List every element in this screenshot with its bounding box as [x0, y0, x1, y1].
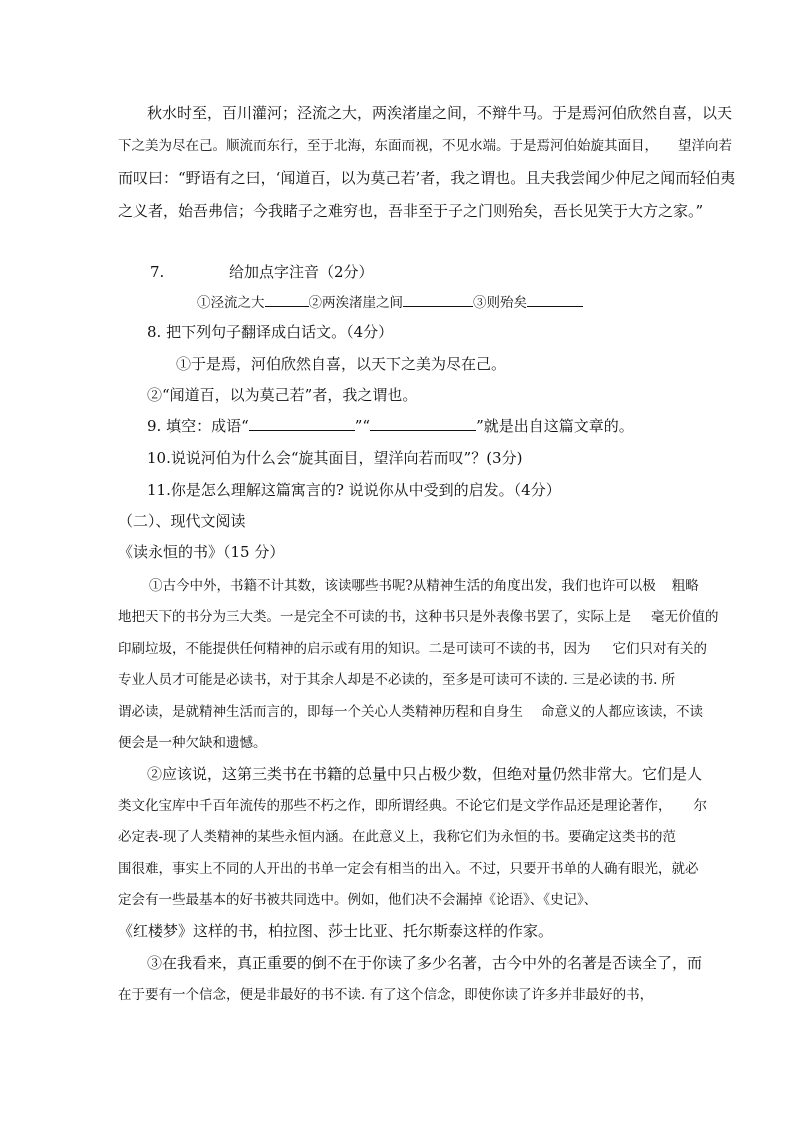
section-2-heading: （二）、现代文阅读	[118, 512, 246, 530]
question-8-sentence-2: ②“闻道百，以为莫己若”者，我之谓也。	[147, 386, 418, 404]
passage-line-4: 之义者，始吾弗信；今我睹子之难穷也，吾非至于子之门则殆矣，吾长见笑于大方之家。”	[118, 202, 704, 220]
question-7-prompt: 给加点字注音（2分）	[229, 263, 374, 281]
answer-blank-9a[interactable]	[249, 416, 355, 431]
question-7-item-c: ③则殆矣	[473, 295, 527, 311]
question-7-item-a: ①泾流之大	[197, 295, 265, 311]
article-p1-line-1-end: 粗略	[671, 578, 699, 594]
question-9-middle: ”“	[354, 417, 371, 435]
article-p1-line-5-text: 谓必读，是就精神生活而言的，即每一个关心人类精神历程和自身生	[118, 704, 523, 720]
answer-blank-7b[interactable]	[403, 292, 473, 307]
article-p1-line-2-text: 地把天下的书分为三大类。一是完全不可读的书，这种书只是外表像书罢了，实际上是	[118, 609, 631, 625]
question-9	[147, 416, 634, 436]
question-9-start: 9. 填空：成语“	[147, 417, 249, 435]
article-p1-line-6: 便会是一种欠缺和遗憾。	[118, 735, 267, 751]
article-p2-line-6: 《红楼梦》这样的书，柏拉图、莎士比亚、托尔斯泰这样的作家。	[118, 922, 554, 940]
passage-line-2-end: 望洋向若	[678, 138, 732, 154]
passage-line-1: 秋水时至，百川灌河；泾流之大，两涘渚崖之间，不辩牛马。于是焉河伯欣然自喜，以天	[147, 104, 733, 122]
article-p2-line-2	[118, 796, 707, 816]
article-title: 《读永恒的书》（15 分）	[118, 543, 285, 561]
article-p3-line-2: 在于要有一个信念，便是非最好的书不读. 有了这个信念，即使你读了许多并非最好的书，	[118, 987, 654, 1003]
article-p3-line-1: ③在我看来，真正重要的倒不在于你读了多少名著，古今中外的名著是否读全了，而	[147, 954, 703, 972]
article-p1-line-2-end: 毫无价值的	[651, 609, 719, 625]
article-p2-line-2-text: 类文化宝库中千百年流传的那些不朽之作，即所谓经典。不论它们是文学作品还是理论著作，	[118, 798, 672, 814]
question-7-items	[197, 292, 583, 313]
article-p2-line-3: 必定表-现了人类精神的某些永恒内涵。在此意义上，我称它们为永恒的书。要确定这类书的范	[118, 829, 677, 845]
question-9-end: ”就是出自这篇文章的。	[476, 417, 634, 435]
passage-line-2	[118, 136, 732, 156]
article-p2-line-4: 围很难，事实上不同的人开出的书单一定会有相当的出入。不过，只要开书单的人确有眼光，就必	[118, 861, 699, 877]
answer-blank-7a[interactable]	[265, 292, 309, 307]
article-p1-line-3-end: 它们只对有关的	[612, 641, 707, 657]
question-8: 8. 把下列句子翻译成白话文。（4分）	[147, 323, 394, 341]
article-p1-line-2	[118, 607, 719, 627]
question-7-item-b: ②两涘渚崖之间	[308, 295, 403, 311]
question-7-number: 7.	[150, 263, 165, 281]
question-8-sentence-1: ①于是焉，河伯欣然自喜，以天下之美为尽在己。	[176, 355, 507, 373]
article-p1-line-3-text: 印刷垃圾，不能提供任何精神的启示或有用的知识。二是可读可不读的书，因为	[118, 641, 591, 657]
article-p1-line-4: 专业人员才可能是必读书，对于其余人却是不必读的，至多是可读可不读的. 三是必读的书. 所	[118, 672, 676, 688]
article-p1-line-1	[149, 576, 699, 596]
passage-line-2-text: 下之美为尽在己。顺流而东行，至于北海，东面而视，不见水端。于是焉河伯始旋其面目，	[118, 138, 658, 154]
question-10: 10.说说河伯为什么会“旋其面目，望洋向若而叹”？(3分)	[147, 449, 523, 467]
article-p1-line-5	[118, 702, 703, 722]
passage-line-3: 而叹曰：“野语有之曰，‘闻道百，以为莫己若’者，我之谓也。且夫我尝闻少仲尼之闻而轻伯夷	[118, 169, 736, 187]
answer-blank-9b[interactable]	[370, 416, 476, 431]
article-p1-line-5-end: 命意义的人都应该读，不读	[541, 704, 703, 720]
article-p1-line-1-text: ①古今中外，书籍不计其数，该读哪些书呢?从精神生活的角度出发，我们也许可以极	[149, 578, 656, 594]
article-p2-line-5: 定会有一些最基本的好书被共同选中。例如，他们决不会漏掉《论语》、《史记》、	[118, 892, 598, 908]
article-p1-line-3	[118, 639, 707, 659]
article-p2-line-2-end: 尔	[693, 798, 707, 814]
answer-blank-7c[interactable]	[527, 292, 583, 307]
article-p2-line-1: ②应该说，这第三类书在书籍的总量中只占极少数，但绝对量仍然非常大。它们是人	[147, 765, 703, 783]
question-11: 11.你是怎么理解这篇寓言的? 说说你从中受到的启发。（4分）	[147, 481, 561, 499]
